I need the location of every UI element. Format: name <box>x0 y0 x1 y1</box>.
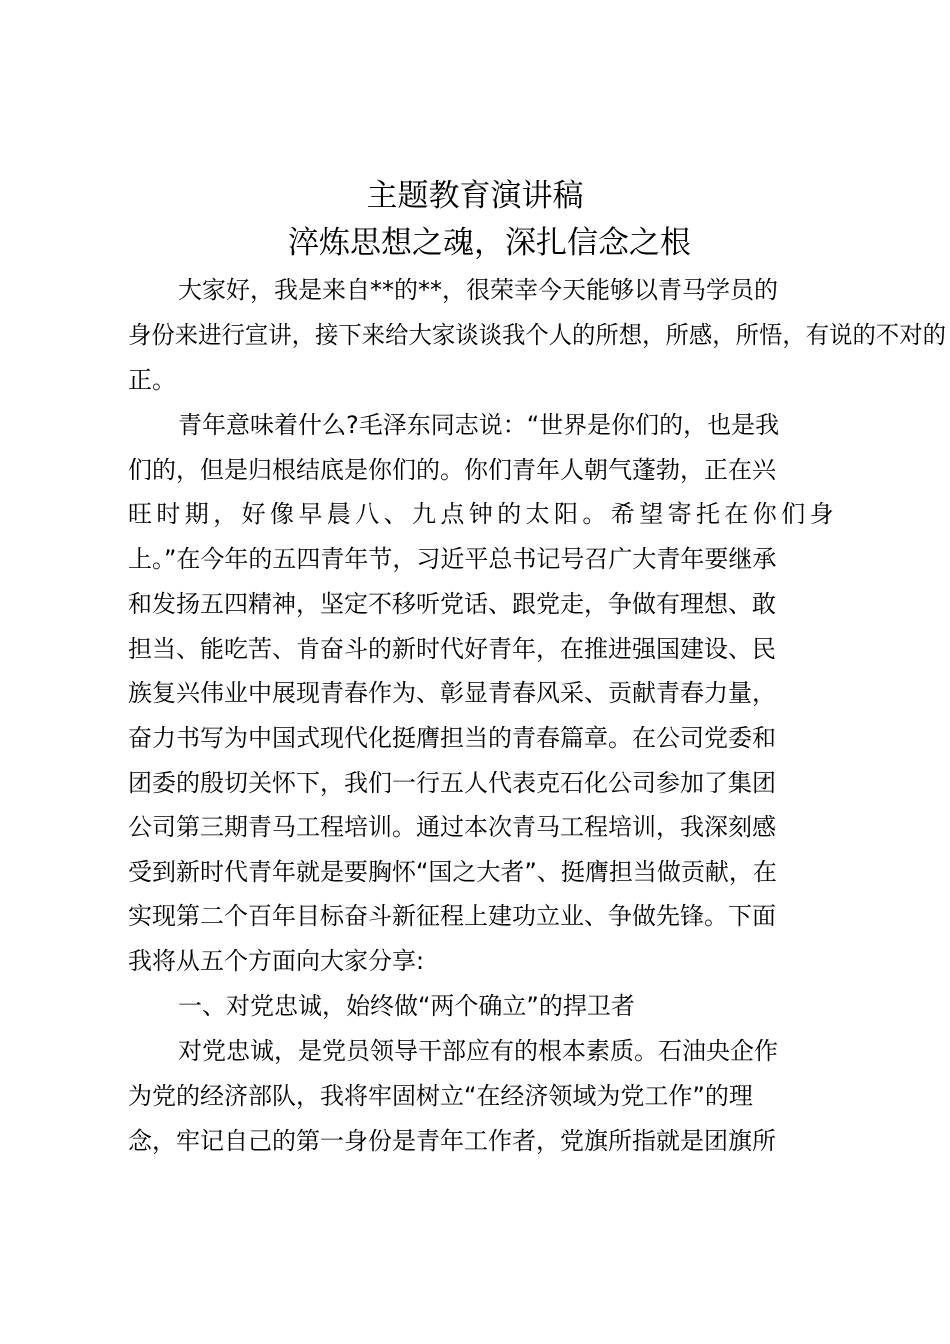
paragraph-line: 我将从五个方面向大家分享: <box>128 947 425 975</box>
paragraph-line: 和发扬五四精神，坚定不移听党话、跟党走，争做有理想、敢 <box>128 590 776 618</box>
document-subtitle: 淬炼思想之魂，深扎信念之根 <box>288 225 691 261</box>
paragraph-line: 正。 <box>128 366 176 394</box>
paragraph-line: 们的，但是归根结底是你们的。你们青年人朝气蓬勃，正在兴 <box>128 456 776 484</box>
section-heading: 一、对党忠诚，始终做“两个确立”的捍卫者 <box>178 992 635 1020</box>
paragraph-line: 实现第二个百年目标奋斗新征程上建功立业、争做先锋。下面 <box>128 902 776 930</box>
paragraph-line: 旺时期，好像早晨八、九点钟的太阳。希望寄托在你们身 <box>128 500 838 528</box>
paragraph-line: 大家好，我是来自**的**，很荣幸今天能够以青马学员的 <box>178 276 778 304</box>
paragraph-line: 念，牢记自己的第一身份是青年工作者，党旗所指就是团旗所 <box>128 1127 776 1155</box>
paragraph-line: 青年意味着什么?毛泽东同志说：“世界是你们的，也是我 <box>178 411 780 439</box>
paragraph-line: 团委的殷切关怀下，我们一行五人代表克石化公司参加了集团 <box>128 769 776 797</box>
paragraph-line: 公司第三期青马工程培训。通过本次青马工程培训，我深刻感 <box>128 813 776 841</box>
paragraph-line: 为党的经济部队，我将牢固树立“在经济领域为党工作”的理 <box>128 1082 753 1110</box>
paragraph-line: 对党忠诚，是党员领导干部应有的根本素质。石油央企作 <box>178 1037 778 1065</box>
paragraph-line: 上。”在今年的五四青年节，习近平总书记号召广大青年要继承 <box>128 545 777 573</box>
paragraph-line: 奋力书写为中国式现代化挺膺担当的青春篇章。在公司党委和 <box>128 724 776 752</box>
document-title: 主题教育演讲稿 <box>366 178 584 214</box>
paragraph-line: 族复兴伟业中展现青春作为、彰显青春风采、贡献青春力量， <box>128 679 776 707</box>
paragraph-line: 身份来进行宣讲，接下来给大家谈谈我个人的所想，所感，所悟，有说的不对的 <box>128 321 946 349</box>
paragraph-line: 担当、能吃苦、肯奋斗的新时代好青年，在推进强国建设、民 <box>128 635 776 663</box>
paragraph-line: 受到新时代青年就是要胸怀“国之大者”、挺膺担当做贡献，在 <box>128 858 777 886</box>
